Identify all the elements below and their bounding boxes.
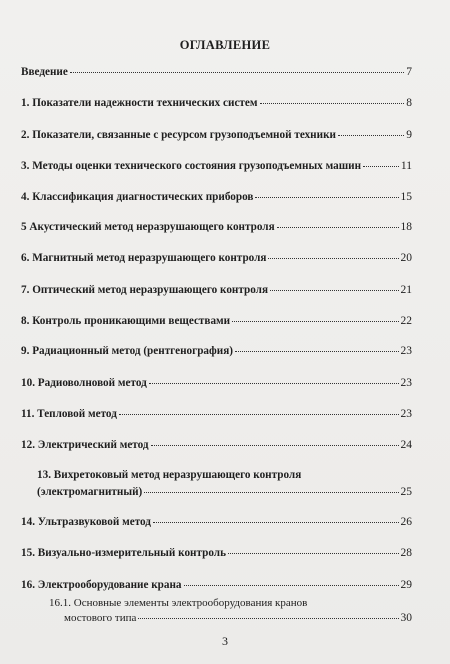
toc-entry-page: 24	[400, 439, 412, 451]
toc-entry	[21, 160, 412, 172]
toc-entry	[21, 191, 412, 203]
toc-entry	[21, 439, 412, 451]
leader-dots	[153, 522, 399, 523]
toc-entry	[21, 579, 412, 591]
toc-entry-page: 15	[400, 191, 412, 203]
toc-entry-page: 11	[400, 160, 412, 172]
toc-entry-page: 9	[406, 129, 412, 141]
toc-entry	[21, 252, 412, 264]
leader-dots	[184, 585, 399, 586]
toc-entry	[21, 66, 412, 78]
toc-entry	[21, 408, 412, 420]
toc-entry	[21, 547, 412, 559]
toc-entry	[21, 377, 412, 389]
leader-dots	[151, 445, 399, 446]
toc-entry-label: 1. Показатели надежности технических систем	[21, 97, 258, 109]
toc-entry-page: 7	[406, 66, 412, 78]
toc-entry	[21, 97, 412, 109]
toc-subentry	[64, 612, 412, 624]
leader-dots	[232, 321, 398, 322]
toc-entry-label: 13. Вихретоковый метод неразрушающего контроля	[37, 469, 302, 481]
toc-entry-label: 2. Показатели, связанные с ресурсом грузоподъемной техники	[21, 129, 336, 141]
toc-entry	[21, 129, 412, 141]
toc-entry-page: 21	[400, 284, 412, 296]
toc-entry-page: 28	[400, 547, 412, 559]
toc-entry-page: 23	[400, 377, 412, 389]
toc-entry-page: 29	[400, 579, 412, 591]
leader-dots	[268, 258, 398, 259]
toc-entry-page: 25	[400, 486, 412, 498]
page-number: 3	[222, 634, 228, 648]
toc-entry-label: 6. Магнитный метод неразрушающего контроля	[21, 252, 267, 264]
toc-entry	[21, 315, 412, 327]
toc-entry	[37, 486, 412, 498]
leader-dots	[228, 553, 399, 554]
toc-entry	[21, 516, 412, 528]
page-title: ОГЛАВЛЕНИЕ	[179, 38, 271, 52]
toc-entry-label: 10. Радиоволновой метод	[21, 377, 147, 389]
toc-entry-label: 14. Ультразвуковой метод	[21, 516, 151, 528]
leader-dots	[363, 166, 399, 167]
toc-entry	[21, 284, 412, 296]
toc-entry-page: 23	[400, 408, 412, 420]
leader-dots	[260, 103, 405, 104]
leader-dots	[338, 135, 404, 136]
toc-entry-page: 26	[400, 516, 412, 528]
leader-dots	[144, 492, 398, 493]
toc-entry-label-continued: (электромагнитный)	[37, 486, 143, 498]
leader-dots	[270, 290, 399, 291]
toc-entry	[21, 221, 412, 233]
toc-entry	[21, 345, 412, 357]
toc-entry-label: 7. Оптический метод неразрушающего контроля	[21, 284, 268, 296]
toc-entry-label: 3. Методы оценки технического состояния грузоподъемных машин	[21, 160, 362, 172]
toc-entry-page: 18	[400, 221, 412, 233]
toc-entry-page: 22	[400, 315, 412, 327]
toc-entry-label: 8. Контроль проникающими веществами	[21, 315, 231, 327]
toc-entry-label: 11. Тепловой метод	[21, 408, 117, 420]
leader-dots	[235, 351, 399, 352]
toc-entry-label: Введение	[21, 66, 68, 78]
leader-dots	[277, 227, 399, 228]
toc-entry-page: 30	[400, 612, 412, 624]
toc-entry-page: 20	[400, 252, 412, 264]
toc-entry-label: 9. Радиационный метод (рентгенография)	[21, 345, 233, 357]
leader-dots	[255, 197, 398, 198]
toc-entry-label: 15. Визуально-измерительный контроль	[21, 547, 226, 559]
toc-subentry-label-continued: мостового типа	[64, 612, 137, 624]
toc-subentry-label: 16.1. Основные элементы электрооборудования кранов	[49, 597, 308, 609]
toc-entry-label: 12. Электрический метод	[21, 439, 149, 451]
toc-entry-label: 4. Классификация диагностических приборов	[21, 191, 254, 203]
toc-entry-page: 8	[406, 97, 412, 109]
leader-dots	[70, 72, 404, 73]
leader-dots	[149, 383, 399, 384]
leader-dots	[119, 414, 399, 415]
toc-entry-label: 16. Электрооборудование крана	[21, 579, 182, 591]
toc-entry-label: 5 Акустический метод неразрушающего контроля	[21, 221, 275, 233]
toc-entry-page: 23	[400, 345, 412, 357]
leader-dots	[138, 618, 398, 619]
